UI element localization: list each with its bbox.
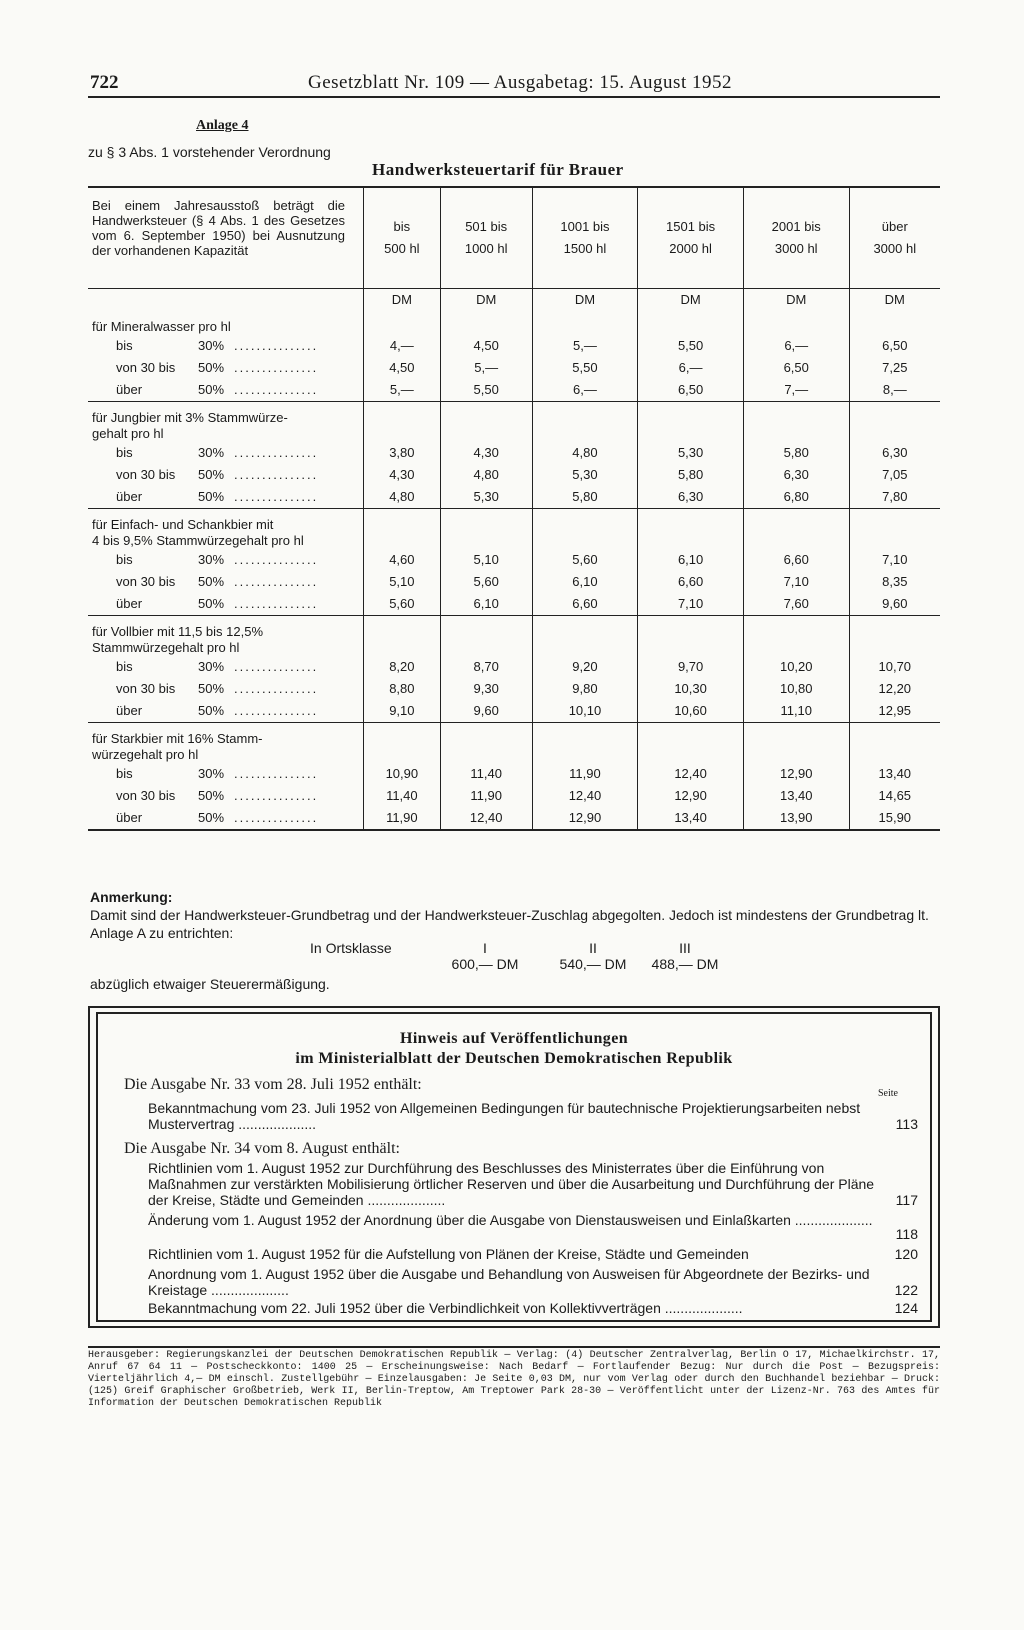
- unit-label: DM: [574, 292, 596, 307]
- leader-dots: ...............: [234, 382, 319, 397]
- table-cell: 12,20: [878, 681, 912, 696]
- row-label-percent: 50%: [198, 382, 225, 397]
- group-label: für Mineralwasser pro hl: [92, 319, 231, 334]
- group-label: für Starkbier mit 16% Stamm-: [92, 731, 263, 746]
- table-cell: 11,90: [470, 788, 502, 803]
- table-cell: 11,40: [386, 788, 418, 803]
- table-cell: 6,80: [783, 489, 809, 504]
- row-label-prefix: von 30 bis: [116, 467, 176, 482]
- column-header: [743, 187, 849, 289]
- table-cell: 6,—: [784, 338, 809, 353]
- page-header: [88, 68, 940, 98]
- row-label-percent: 50%: [198, 810, 225, 825]
- table-cell: 5,80: [572, 489, 598, 504]
- table-cell: 10,70: [878, 659, 912, 674]
- leader-dots: ...............: [234, 766, 319, 781]
- group-label: Stammwürzegehalt pro hl: [92, 640, 240, 655]
- column-header-line2: 500 hl: [384, 241, 420, 256]
- row-label-percent: 30%: [198, 338, 225, 353]
- hinweis-title-1: Hinweis auf Veröffentlichungen: [399, 1030, 628, 1047]
- table-cell: 6,30: [677, 489, 704, 504]
- column-header: [638, 187, 744, 289]
- row-label-prefix: bis: [116, 338, 133, 353]
- table-cell: 9,10: [389, 703, 415, 718]
- publication-page: 118: [895, 1226, 918, 1242]
- row-label-percent: 50%: [198, 703, 225, 718]
- group-label: gehalt pro hl: [92, 426, 164, 441]
- row-label-prefix: bis: [116, 766, 133, 781]
- leader-dots: ...............: [234, 810, 319, 825]
- table-cell: 10,90: [385, 766, 419, 781]
- column-header-line1: 1501 bis: [666, 219, 716, 234]
- table-cell: 6,50: [677, 382, 704, 397]
- anmerkung-heading: Anmerkung:: [90, 889, 173, 905]
- table-cell: 4,—: [389, 338, 414, 353]
- table-cell: 5,—: [389, 382, 414, 397]
- table-cell: 8,20: [389, 659, 415, 674]
- unit-label: DM: [786, 292, 807, 307]
- header-description-cell: [88, 187, 364, 289]
- group-label: würzegehalt pro hl: [92, 747, 199, 762]
- table-cell: 6,60: [677, 574, 704, 589]
- row-label-percent: 30%: [198, 445, 225, 460]
- table-cell: 8,70: [473, 659, 499, 674]
- leader-dots: ...............: [234, 596, 319, 611]
- column-header-line2: 1000 hl: [464, 241, 508, 256]
- row-label: [88, 335, 363, 357]
- unit-label: DM: [476, 292, 497, 307]
- table-cell: 12,95: [878, 703, 912, 718]
- row-label-prefix: von 30 bis: [116, 681, 176, 696]
- publication-entry: Richtlinien vom 1. August 1952 für die Aufstellung von Plänen der Kreise, Städte und Gemeinden: [148, 1246, 749, 1262]
- table-cell: 4,80: [473, 467, 499, 482]
- publication-entry: Bekanntmachung vom 22. Juli 1952 über die Verbindlichkeit von Kollektivverträgen ....................: [148, 1300, 743, 1316]
- table-cell: 5,50: [572, 360, 598, 375]
- table-cell: 13,40: [779, 788, 813, 803]
- publication-page: 124: [894, 1300, 918, 1316]
- table-cell: 5,—: [474, 360, 499, 375]
- ortsklasse-col: [440, 940, 530, 972]
- gazette-title: Gesetzblatt Nr. 109 — Ausgabetag: 15. August 1952: [308, 72, 732, 93]
- table-cell: 6,60: [783, 552, 809, 567]
- publication-entry: Anordnung vom 1. August 1952 über die Ausgabe und Behandlung von Ausweisen für Abgeordnete der Bezirks- und Kreistage ....................: [148, 1266, 870, 1298]
- table-group-vollbier: [88, 616, 940, 723]
- seite-label: Seite: [878, 1088, 898, 1099]
- table-cell: 12,40: [568, 788, 602, 803]
- row-label-prefix: bis: [116, 445, 133, 460]
- table-cell: 10,30: [674, 681, 707, 696]
- issue-heading-34: Die Ausgabe Nr. 34 vom 8. August enthält:: [124, 1140, 400, 1157]
- row-label-percent: 50%: [198, 681, 225, 696]
- table-cell: 10,60: [674, 703, 707, 718]
- group-label-cell: [88, 509, 364, 616]
- row-label-prefix: von 30 bis: [116, 574, 176, 589]
- leader-dots: ...............: [234, 360, 319, 375]
- table-cell: 6,50: [882, 338, 908, 353]
- row-label: [88, 357, 363, 379]
- table-cell: 6,—: [573, 382, 597, 397]
- table-cell: 9,60: [473, 703, 499, 718]
- table-cell: 5,80: [783, 445, 809, 460]
- table-cell: 11,40: [470, 766, 502, 781]
- row-label-percent: 50%: [198, 574, 225, 589]
- anlage-label: Anlage 4: [196, 118, 249, 133]
- group-label: 4 bis 9,5% Stammwürzegehalt pro hl: [92, 533, 304, 548]
- table-cell: 5,50: [473, 382, 499, 397]
- ortsklasse-col: [548, 940, 638, 972]
- ortsklasse-name: III: [679, 940, 691, 956]
- group-label-cell: [88, 616, 364, 723]
- table-cell: 6,10: [473, 596, 499, 611]
- publication-page: 113: [895, 1116, 918, 1132]
- table-cell: 9,30: [473, 681, 499, 696]
- row-label-percent: 50%: [198, 596, 225, 611]
- table-cell: 4,30: [473, 445, 499, 460]
- ortsklasse-col: [640, 940, 730, 972]
- row-label-prefix: über: [116, 703, 143, 718]
- column-header-line2: 2000 hl: [669, 241, 712, 256]
- publication-entry: Bekanntmachung vom 23. Juli 1952 von Allgemeinen Bedingungen für bautechnische Projektierungsarbeiten nebst Mustervertrag ....................: [148, 1100, 861, 1132]
- table-cell: 9,80: [572, 681, 598, 696]
- leader-dots: ...............: [234, 489, 319, 504]
- table-cell: 12,40: [469, 810, 503, 825]
- unit-label: DM: [884, 292, 905, 307]
- table-cell: 4,80: [572, 445, 598, 460]
- anmerkung: [90, 888, 940, 942]
- row-label-percent: 50%: [198, 788, 225, 803]
- table-header-row: [88, 187, 940, 289]
- row-label-percent: 30%: [198, 659, 225, 674]
- column-header-line2: 1500 hl: [563, 241, 607, 256]
- table-cell: 8,80: [389, 681, 415, 696]
- table-cell: 4,30: [389, 467, 415, 482]
- table-title: Handwerksteuertarif für Brauer: [372, 160, 624, 179]
- table-cell: 5,30: [572, 467, 598, 482]
- table-cell: 13,40: [674, 810, 707, 825]
- leader-dots: ...............: [234, 703, 319, 718]
- table-cell: 6,10: [677, 552, 704, 567]
- publication-entry: Änderung vom 1. August 1952 der Anordnung über die Ausgabe von Dienstausweisen und Einlaßkarten ....................: [148, 1212, 873, 1228]
- row-label-prefix: bis: [116, 659, 133, 674]
- row-label-percent: 30%: [198, 552, 225, 567]
- row-label-prefix: über: [116, 810, 143, 825]
- anlage-subtitle: zu § 3 Abs. 1 vorstehender Verordnung: [88, 144, 331, 160]
- column-header: [532, 187, 638, 289]
- hinweis-title-2: im Ministerialblatt der Deutschen Demokratischen Republik: [295, 1050, 733, 1067]
- group-label-cell: [88, 723, 364, 831]
- ortsklasse-amount: 540,— DM: [559, 956, 627, 972]
- publication-page: 120: [894, 1246, 918, 1262]
- row-label-percent: 50%: [198, 489, 225, 504]
- ortsklasse-label: In Ortsklasse: [310, 940, 392, 956]
- tax-tariff-table: [88, 186, 940, 831]
- group-label: für Einfach- und Schankbier mit: [92, 517, 274, 532]
- publication-page: 117: [895, 1192, 918, 1208]
- leader-dots: ...............: [234, 445, 319, 460]
- hinweis-box: [88, 1006, 940, 1630]
- table-cell: 5,30: [473, 489, 499, 504]
- table-cell: 5,50: [677, 338, 704, 353]
- imprint-footer: Herausgeber: Regierungskanzlei der Deutschen Demokratischen Republik — Verlag: (4) Deutscher Zentralverlag, Berlin O 17, Michaelkirchstr. 17, Anruf 67 64 11 — Postscheckkonto: 1400 25 — Erscheinungsweise: Nach Bedarf — Fortlaufender Bezug: Nur durch die Post — Bezugspreis: Vierteljährlich 4,— DM einschl. Zustellgebühr — Einzelausgaben: Je Seite 0,03 DM, nur vom Verlag oder durch den Buchhandel beziehbar — Druck: (125) Greif Graphischer Großbetrieb, Werk II, Berlin-Treptow, Am Treptower Park 28-30 — Veröffentlicht unter der Lizenz-Nr. 763 des Amtes für Information der Deutschen Demokratischen Republik: [88, 1346, 940, 1410]
- column-header-line2: 3000 hl: [873, 241, 917, 256]
- publication-page: 122: [894, 1282, 918, 1298]
- row-label-prefix: bis: [116, 552, 133, 567]
- leader-dots: ...............: [234, 574, 319, 589]
- row-label-percent: 30%: [198, 766, 225, 781]
- table-cell: 12,40: [674, 766, 707, 781]
- table-cell: 7,60: [783, 596, 809, 611]
- leader-dots: ...............: [234, 681, 319, 696]
- table-cell: 5,80: [677, 467, 704, 482]
- group-label: für Jungbier mit 3% Stammwürze-: [92, 410, 288, 425]
- column-header: [849, 187, 940, 289]
- table-cell: 5,—: [573, 338, 597, 353]
- table-group-einfachbier: [88, 509, 940, 616]
- leader-dots: ...............: [234, 338, 319, 353]
- row-label-percent: 50%: [198, 360, 225, 375]
- table-cell: 14,65: [878, 788, 912, 803]
- table-cell: 12,90: [779, 766, 813, 781]
- table-cell: 11,10: [780, 703, 813, 718]
- table-cell: 6,30: [783, 467, 809, 482]
- table-cell: 7,25: [882, 360, 908, 375]
- issue-heading-33: Die Ausgabe Nr. 33 vom 28. Juli 1952 enthält:: [124, 1076, 422, 1093]
- table-cell: 6,60: [572, 596, 598, 611]
- leader-dots: ...............: [234, 467, 319, 482]
- table-cell: 10,10: [568, 703, 602, 718]
- table-cell: 6,10: [572, 574, 598, 589]
- group-label: für Vollbier mit 11,5 bis 12,5%: [92, 624, 264, 639]
- anmerkung-text: Damit sind der Handwerksteuer-Grundbetrag und der Handwerksteuer-Zuschlag abgegolten. Jedoch ist mindestens der Grundbetrag lt. Anlage A zu entrichten:: [90, 907, 929, 941]
- column-header-line1: über: [881, 219, 908, 234]
- table-cell: 7,10: [783, 574, 809, 589]
- table-group-jungbier: [88, 402, 940, 509]
- column-header-line2: 3000 hl: [774, 241, 818, 256]
- ortsklasse-amount: 488,— DM: [651, 956, 719, 972]
- column-header-line1: 2001 bis: [771, 219, 821, 234]
- table-cell: 6,50: [783, 360, 809, 375]
- table-cell: 8,35: [882, 574, 908, 589]
- table-cell: 5,60: [389, 596, 415, 611]
- table-group-starkbier: [88, 723, 940, 831]
- leader-dots: ...............: [234, 552, 319, 567]
- table-cell: 13,40: [878, 766, 912, 781]
- table-cell: 5,60: [572, 552, 598, 567]
- ortsklasse-name: I: [483, 940, 487, 956]
- ortsklasse-name: II: [589, 940, 597, 956]
- table-cell: 5,60: [473, 574, 499, 589]
- table-cell: 11,90: [386, 810, 418, 825]
- table-cell: 5,10: [389, 574, 415, 589]
- row-label-prefix: von 30 bis: [116, 788, 176, 803]
- table-cell: 15,90: [878, 810, 912, 825]
- column-header-line1: bis: [393, 219, 411, 234]
- table-cell: 9,20: [572, 659, 598, 674]
- table-cell: 12,90: [674, 788, 707, 803]
- column-header: [440, 187, 532, 289]
- table-cell: 8,—: [882, 382, 907, 397]
- table-cell: 4,80: [389, 489, 415, 504]
- unit-label: DM: [391, 292, 412, 307]
- column-header-line1: 1001 bis: [560, 219, 610, 234]
- table-cell: 7,10: [882, 552, 908, 567]
- page-number: 722: [90, 72, 119, 93]
- table-cell: 7,05: [882, 467, 908, 482]
- table-cell: 13,90: [779, 810, 813, 825]
- table-cell: 7,10: [677, 596, 704, 611]
- table-group-mineralwasser: [88, 289, 940, 402]
- abzueglich-text: abzüglich etwaiger Steuerermäßigung.: [90, 976, 330, 992]
- ortsklasse-amount: 600,— DM: [451, 956, 519, 972]
- group-label-cell: [88, 402, 364, 509]
- table-cell: 6,—: [678, 360, 703, 375]
- unit-label: DM: [680, 292, 701, 307]
- table-cell: 7,80: [882, 489, 908, 504]
- table-cell: 4,50: [473, 338, 499, 353]
- header-description: Bei einem Jahresausstoß beträgt die Handwerksteuer (§ 4 Abs. 1 des Gesetzes vom 6. September 1950) bei Ausnutzung der vorhandenen Kapazität: [92, 198, 345, 258]
- row-label-prefix: von 30 bis: [116, 360, 176, 375]
- row-label-prefix: über: [116, 596, 143, 611]
- table-cell: 5,10: [473, 552, 499, 567]
- table-cell: 4,60: [389, 552, 415, 567]
- table-cell: 10,20: [779, 659, 813, 674]
- table-cell: 10,80: [779, 681, 813, 696]
- table-cell: 4,50: [389, 360, 415, 375]
- table-cell: 6,30: [882, 445, 908, 460]
- group-label-cell: [88, 289, 364, 402]
- table-cell: 11,90: [569, 766, 601, 781]
- table-cell: 12,90: [568, 810, 602, 825]
- column-header-line1: 501 bis: [465, 219, 508, 234]
- table-cell: 3,80: [389, 445, 415, 460]
- leader-dots: ...............: [234, 659, 319, 674]
- row-label-prefix: über: [116, 489, 143, 504]
- column-header: [364, 187, 441, 289]
- row-label-prefix: über: [116, 382, 143, 397]
- table-cell: 7,—: [784, 382, 809, 397]
- leader-dots: ...............: [234, 788, 319, 803]
- table-cell: 9,60: [882, 596, 908, 611]
- table-cell: 5,30: [677, 445, 704, 460]
- row-label: [88, 379, 363, 401]
- row-label-percent: 50%: [198, 467, 225, 482]
- publication-entry: Richtlinien vom 1. August 1952 zur Durchführung des Beschlusses des Ministerrates über die Einführung von Maßnahmen zur verstärkten Mobilisierung örtlicher Reserven und über die Ausarbeitung und Durchführung der Pläne der Kreise, Städte und Gemeinden ....................: [148, 1160, 875, 1208]
- table-cell: 9,70: [677, 659, 704, 674]
